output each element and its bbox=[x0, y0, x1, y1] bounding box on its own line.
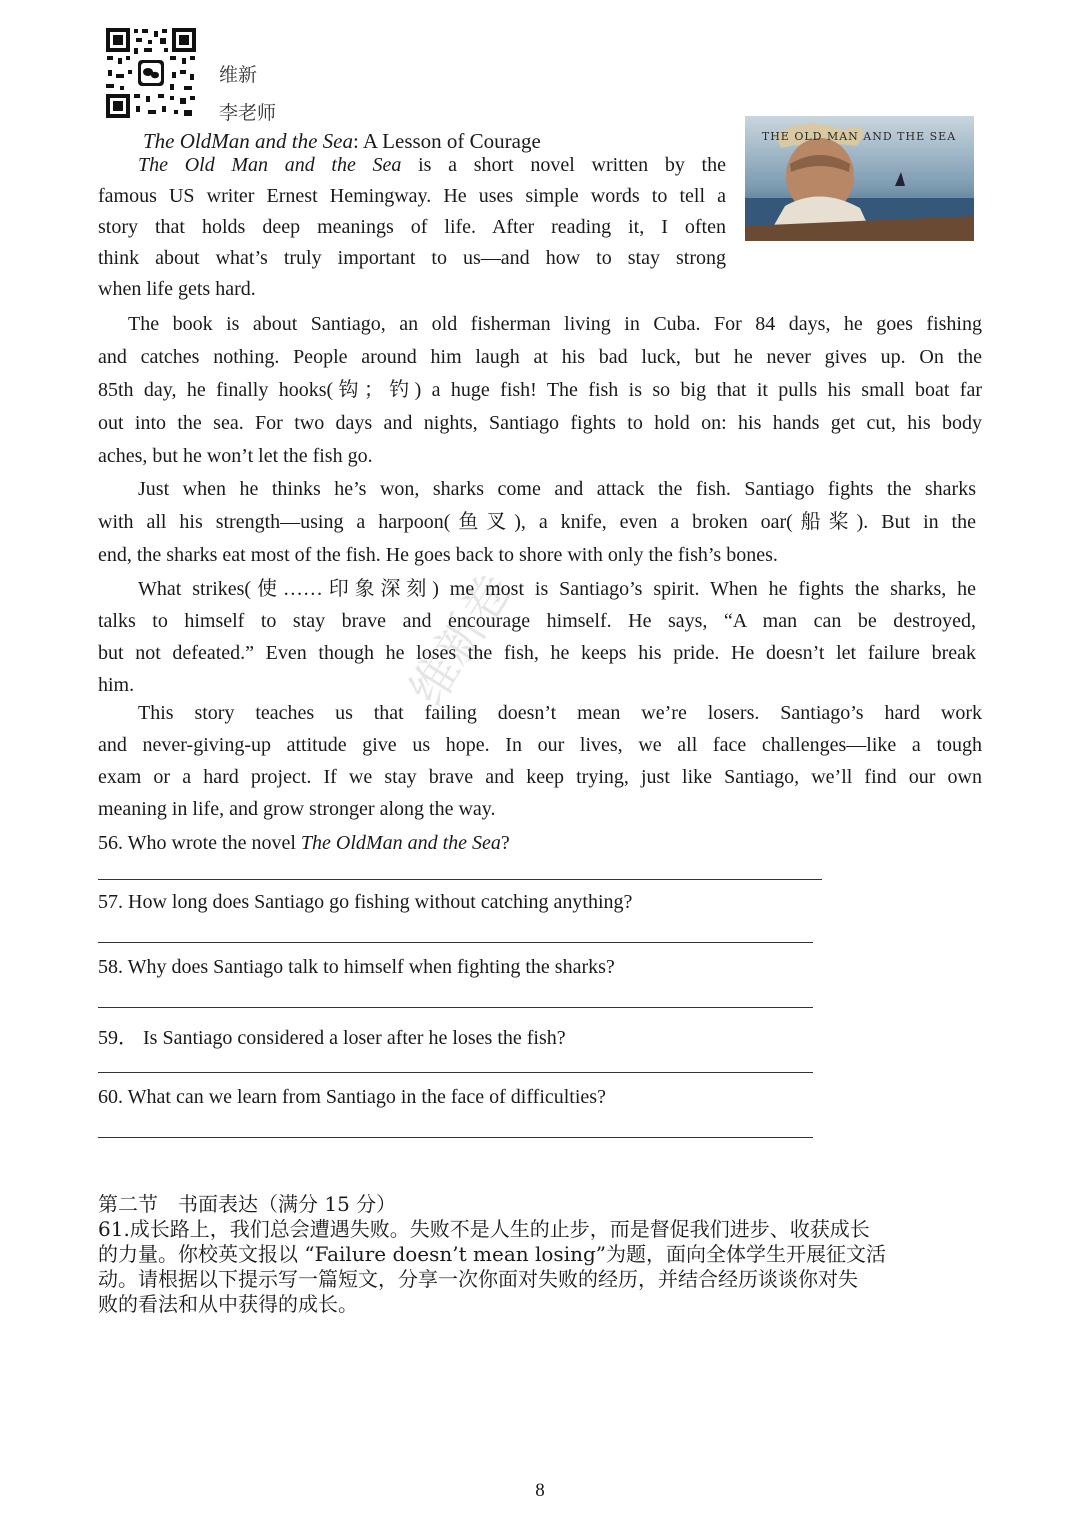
watermark: 维新卷 bbox=[399, 563, 524, 716]
writing-section-title: 第二节 书面表达（满分 15 分） bbox=[98, 1192, 397, 1216]
question-58: 58. Why does Santiago talk to himself when fighting the sharks? bbox=[98, 956, 615, 978]
p1-line-1: is a short novel written by the bbox=[401, 154, 726, 176]
p4-line-1: What strikes(使……印象深刻) me most is Santiago’s spirit. When he fights the sharks, he bbox=[138, 578, 976, 600]
title-italic: The OldMan and the Sea bbox=[143, 129, 353, 153]
p1-line-4: think about what’s truly important to us—and how to stay strong bbox=[98, 247, 726, 269]
question-60: 60. What can we learn from Santiago in the face of difficulties? bbox=[98, 1086, 606, 1108]
paragraph-3 bbox=[98, 473, 976, 572]
p4-line-3: but not defeated.” Even though he loses the fish, he keeps his pride. He doesn’t let failure break bbox=[98, 642, 976, 664]
writing-prompt-line-1: 61.成长路上，我们总会遭遇失败。失败不是人生的止步，而是督促我们进步、收获成长 bbox=[98, 1217, 870, 1241]
title-rest: : A Lesson of Courage bbox=[352, 129, 541, 153]
p5-line-3: exam or a hard project. If we stay brave and keep trying, just like Santiago, we’ll find our own bbox=[98, 766, 982, 788]
p2-line-3: 85th day, he finally hooks(钩；钓) a huge fish! The fish is so big that it pulls his small boat far bbox=[98, 379, 982, 401]
p5-line-1: This story teaches us that failing doesn’t mean we’re losers. Santiago’s hard work bbox=[138, 702, 982, 724]
answer-line-59[interactable] bbox=[98, 1072, 813, 1073]
writing-prompt-line-4: 败的看法和从中获得的成长。 bbox=[98, 1292, 358, 1316]
brand-name: 维新 bbox=[219, 64, 258, 86]
p3-line-3: end, the sharks eat most of the fish. He goes back to shore with only the fish’s bones. bbox=[98, 544, 778, 566]
answer-line-58[interactable] bbox=[98, 1007, 813, 1008]
paragraph-4 bbox=[98, 573, 976, 701]
answer-line-60[interactable] bbox=[98, 1137, 813, 1138]
p1-line-2: famous US writer Ernest Hemingway. He uses simple words to tell a bbox=[98, 185, 726, 207]
writing-prompt-line-3: 动。请根据以下提示写一篇短文，分享一次你面对失败的经历，并结合经历谈谈你对失 bbox=[98, 1267, 858, 1291]
question-57: 57. How long does Santiago go fishing without catching anything? bbox=[98, 891, 633, 913]
q56-italic-title: The OldMan and the Sea bbox=[300, 832, 501, 854]
brand-teacher: 李老师 bbox=[219, 102, 277, 124]
p4-line-2: talks to himself to stay brave and encourage himself. He says, “A man can be destroyed, bbox=[98, 610, 976, 632]
p2-line-5: aches, but he won’t let the fish go. bbox=[98, 445, 373, 467]
book-cover-image bbox=[745, 116, 974, 241]
answer-line-57[interactable] bbox=[98, 942, 813, 943]
q56-mark: ? bbox=[500, 832, 510, 854]
question-56 bbox=[98, 832, 510, 855]
p1-line-5: when life gets hard. bbox=[98, 278, 256, 300]
writing-prompt-line-2: 的力量。你校英文报以 “Failure doesn’t mean losing”为题，面向全体学生开展征文活 bbox=[98, 1242, 886, 1266]
p1-line-3: story that holds deep meanings of life. After reading it, I often bbox=[98, 216, 726, 238]
paragraph-5 bbox=[98, 697, 982, 825]
p2-line-4: out into the sea. For two days and nights, Santiago fights to hold on: his hands get cut, his body bbox=[98, 412, 982, 434]
answer-line-56[interactable] bbox=[98, 879, 822, 880]
p2-line-2: and catches nothing. People around him laugh at his bad luck, but he never gives up. On the bbox=[98, 346, 982, 368]
p5-line-4: meaning in life, and grow stronger along the way. bbox=[98, 798, 496, 820]
p3-line-2: with all his strength—using a harpoon(鱼叉), a knife, even a broken oar(船桨). But in the bbox=[98, 511, 976, 533]
page-number: 8 bbox=[535, 1480, 545, 1501]
paragraph-1 bbox=[98, 150, 726, 305]
p3-line-1: Just when he thinks he’s won, sharks come and attack the fish. Santiago fights the sharks bbox=[138, 478, 976, 500]
paragraph-2 bbox=[98, 308, 982, 473]
p4-line-4: him. bbox=[98, 674, 135, 696]
p5-line-2: and never-giving-up attitude give us hope. In our lives, we all face challenges—like a tough bbox=[98, 734, 982, 756]
cover-title-text: THE OLD MAN AND THE SEA bbox=[761, 130, 957, 143]
p2-line-1: The book is about Santiago, an old fisherman living in Cuba. For 84 days, he goes fishing bbox=[128, 313, 982, 335]
p1-title-italic: The Old Man and the Sea bbox=[138, 154, 402, 176]
question-59: 59． Is Santiago considered a loser after he loses the fish? bbox=[98, 1027, 566, 1049]
q56-text: 56. Who wrote the novel bbox=[98, 832, 301, 854]
qr-code-icon bbox=[104, 26, 198, 120]
